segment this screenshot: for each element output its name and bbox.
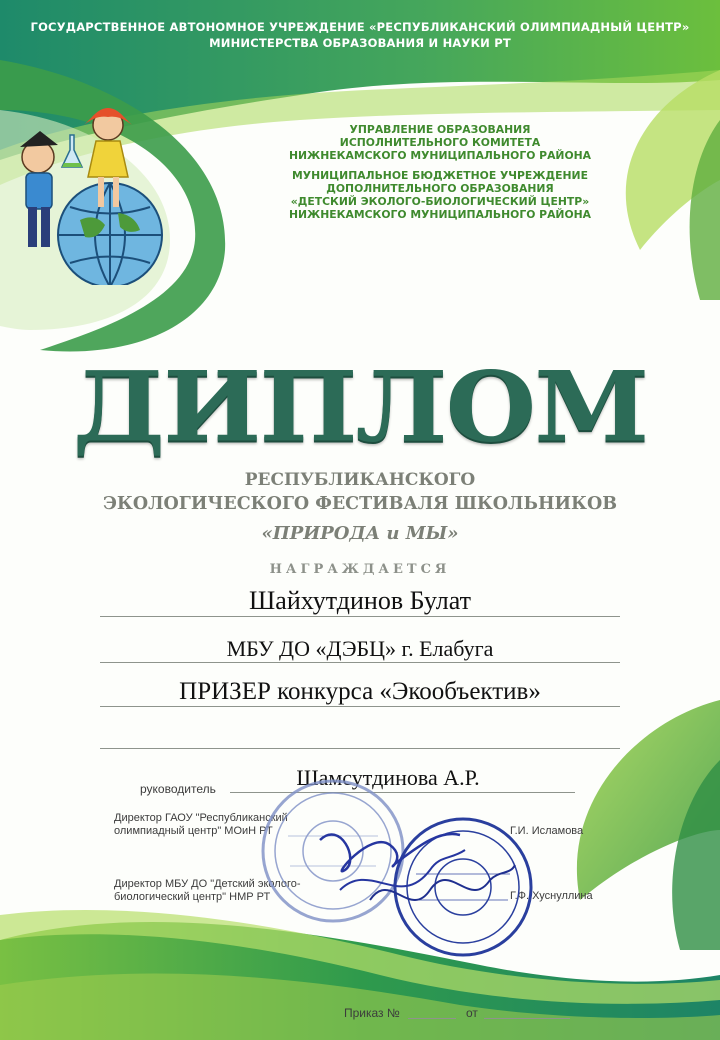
organizer-line: МУНИЦИПАЛЬНОЕ БЮДЖЕТНОЕ УЧРЕЖДЕНИЕ bbox=[292, 169, 588, 182]
school-underline bbox=[100, 662, 620, 663]
organizer-block-2 bbox=[230, 169, 650, 221]
organizer-line: «ДЕТСКИЙ ЭКОЛОГО-БИОЛОГИЧЕСКИЙ ЦЕНТР» bbox=[290, 195, 590, 208]
festival-name: «ПРИРОДА и МЫ» bbox=[261, 523, 459, 544]
director-2-title-line: биологический центр" НМР РТ bbox=[114, 891, 271, 903]
order-number-underline bbox=[408, 1018, 456, 1019]
award-underline bbox=[100, 706, 620, 707]
children-globe-logo bbox=[0, 95, 190, 285]
subtitle-line-1: РЕСПУБЛИКАНСКОГО bbox=[244, 470, 476, 490]
organizer-line: НИЖНЕКАМСКОГО МУНИЦИПАЛЬНОГО РАЙОНА bbox=[288, 208, 592, 221]
recipient-name: Шайхутдинов Булат bbox=[249, 586, 471, 615]
director-2-title-line: Директор МБУ ДО "Детский эколого- bbox=[114, 878, 301, 890]
header-line-1: ГОСУДАРСТВЕННОЕ АВТОНОМНОЕ УЧРЕЖДЕНИЕ «РЕСПУБЛИКАНСКИЙ ОЛИМПИАДНЫЙ ЦЕНТР» bbox=[30, 20, 690, 34]
subtitle-line-2: ЭКОЛОГИЧЕСКОГО ФЕСТИВАЛЯ ШКОЛЬНИКОВ bbox=[102, 494, 617, 514]
order-date-underline bbox=[484, 1018, 570, 1019]
organizer-line: ДОПОЛНИТЕЛЬНОГО ОБРАЗОВАНИЯ bbox=[326, 182, 554, 195]
organizer-line: УПРАВЛЕНИЕ ОБРАЗОВАНИЯ bbox=[349, 123, 531, 136]
director-1-name: Г.И. Исламова bbox=[510, 825, 584, 837]
organizer-line: НИЖНЕКАМСКОГО МУНИЦИПАЛЬНОГО РАЙОНА bbox=[288, 149, 592, 162]
director-1-title-line: олимпиадный центр" МОиН РТ bbox=[114, 825, 273, 837]
blank-underline bbox=[100, 748, 620, 749]
order-date-label: от bbox=[466, 1006, 478, 1020]
supervisor-name: Шамсутдинова А.Р. bbox=[296, 765, 480, 790]
header-line-2: МИНИСТЕРСТВА ОБРАЗОВАНИЯ И НАУКИ РТ bbox=[209, 36, 511, 50]
supervisor-label: руководитель bbox=[140, 782, 216, 796]
diploma-title: ДИПЛОМ bbox=[72, 349, 648, 464]
signature-scribble-2 bbox=[360, 840, 520, 930]
director-1-title-line: Директор ГАОУ "Республиканский bbox=[114, 812, 288, 824]
order-number-label: Приказ № bbox=[344, 1006, 400, 1020]
director-2-name: Г.Ф. Хуснуллина bbox=[510, 890, 593, 902]
recipient-school: МБУ ДО «ДЭБЦ» г. Елабуга bbox=[226, 636, 494, 661]
organizer-line: ИСПОЛНИТЕЛЬНОГО КОМИТЕТА bbox=[339, 136, 541, 149]
awarded-label: НАГРАЖДАЕТСЯ bbox=[269, 562, 451, 577]
recipient-award: ПРИЗЕР конкурса «Экообъектив» bbox=[179, 678, 541, 705]
name-underline bbox=[100, 616, 620, 617]
organizer-block-1 bbox=[230, 123, 650, 162]
